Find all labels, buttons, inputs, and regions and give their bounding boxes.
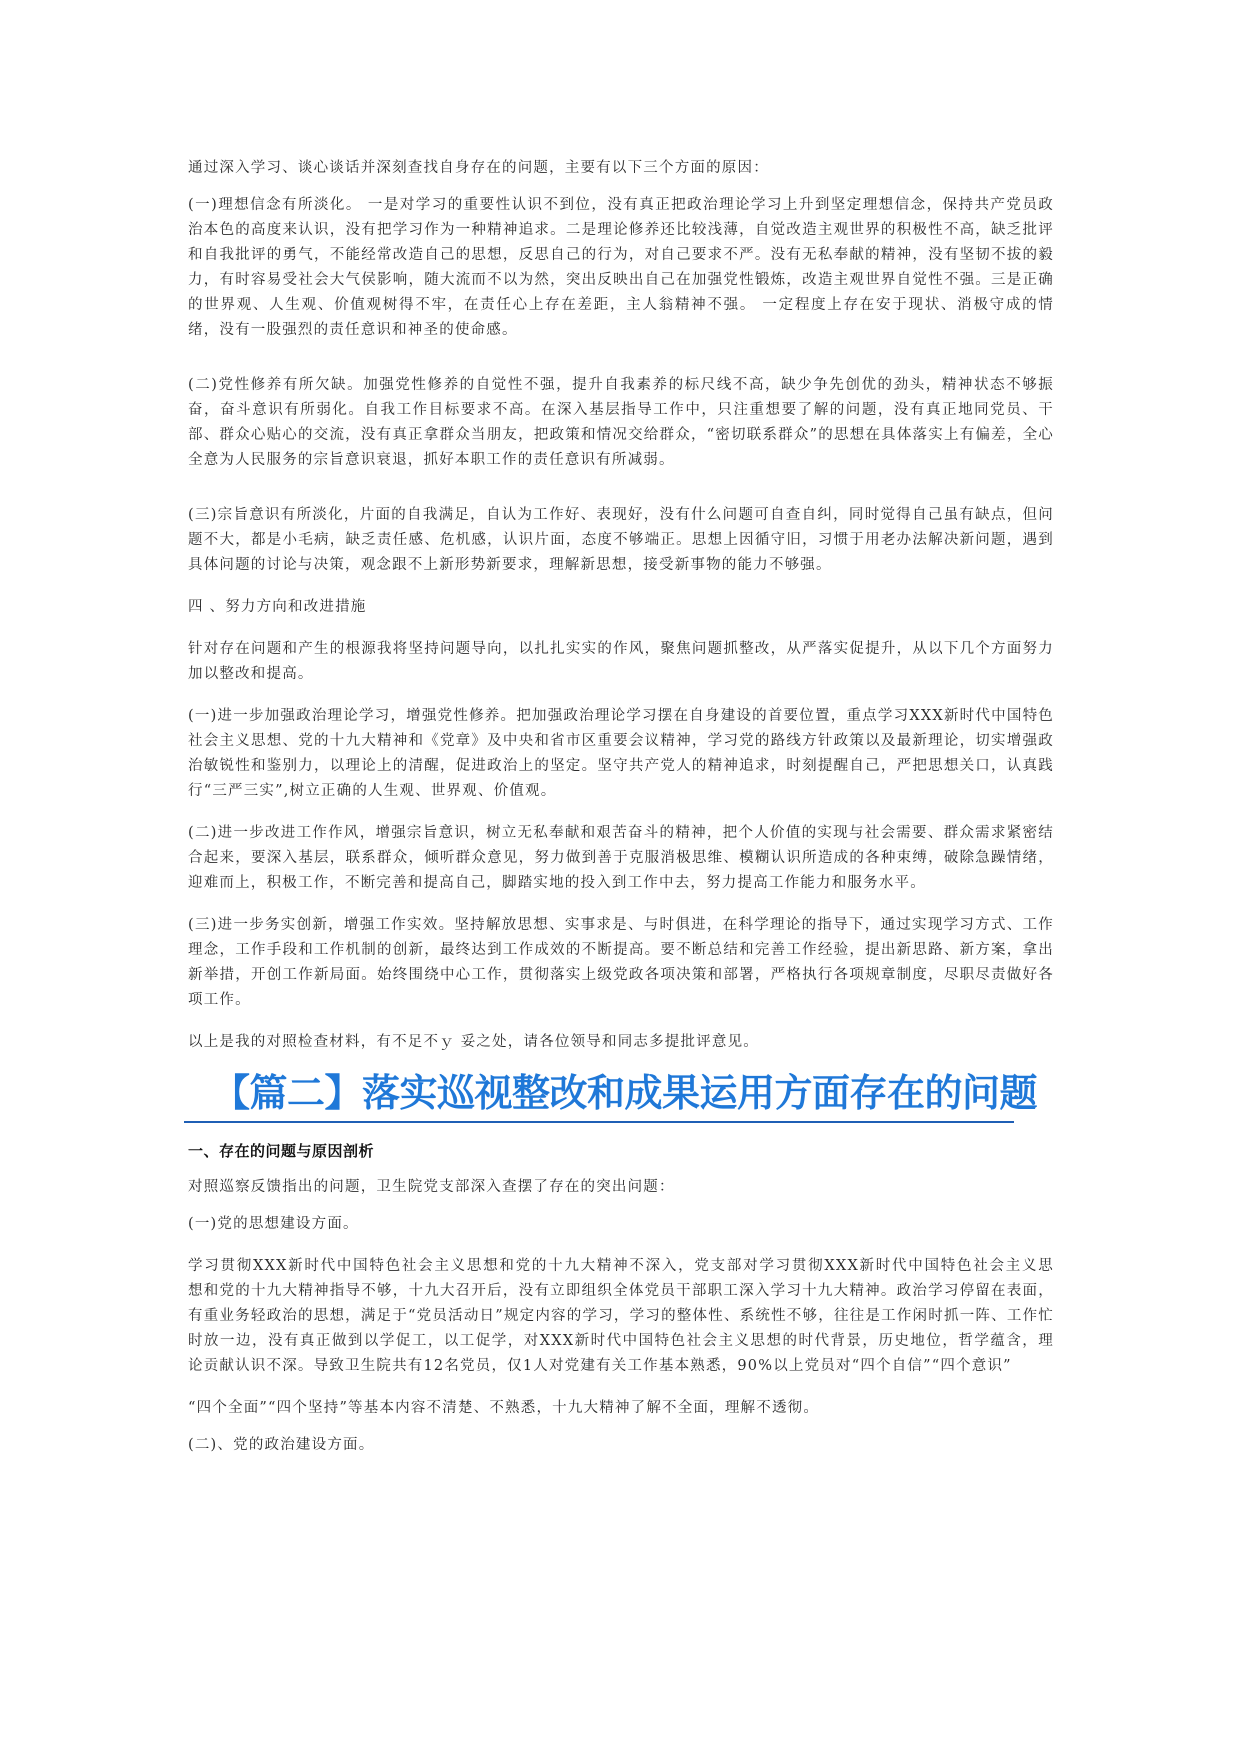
part-2-subheading-2: (二)、党的政治建设方面。 (188, 1437, 375, 1453)
part-2-intro: 对照巡察反馈指出的问题，卫生院党支部深入查摆了存在的突出问题： (188, 1179, 675, 1195)
reason-paragraph-2: (二)党性修养有所欠缺。加强党性修养的自觉性不强，提升自我素养的标尺线不高，缺少争先创优的劲头，精神状态不够振奋，奋斗意识有所弱化。自我工作目标要求不高。在深入基层指导工作中，只注重想要了解的问题，没有真正地同党员、干部、群众心贴心的交流，没有真正拿群众当朋友，把政策和情况交给群众，“密切联系群众”的思想在具体落实上有偏差，全心全意为人民服务的宗旨意识衰退，抓好本职工作的责任意识有所减弱。 (188, 377, 1054, 468)
part-2-paragraph-2: “四个全面”“四个坚持”等基本内容不清楚、不熟悉，十九大精神了解不全面，理解不透彻。 (188, 1400, 820, 1416)
measure-paragraph-2: (二)进一步改进工作作风，增强宗旨意识，树立无私奉献和艰苦奋斗的精神，把个人价值的实现与社会需要、群众需求紧密结合起来，要深入基层，联系群众，倾听群众意见，努力做到善于克服消极思维、模糊认识所造成的各种束缚，破除急躁情绪，迎难而上，积极工作，不断完善和提高自己，脚踏实地的投入到工作中去，努力提高工作能力和服务水平。 (188, 825, 1054, 891)
document-body (188, 156, 1070, 1458)
reason-paragraph-3: (三)宗旨意识有所淡化，片面的自我满足，自认为工作好、表现好，没有什么问题可自查自纠，同时觉得自己虽有缺点，但问题不大，都是小毛病，缺乏责任感、危机感，认识片面，态度不够端正。思想上因循守旧，习惯于用老办法解决新问题，遇到具体问题的讨论与决策，观念跟不上新形势新要求，理解新思想，接受新事物的能力不够强。 (188, 507, 1054, 573)
reason-paragraph-1: (一)理想信念有所淡化。 一是对学习的重要性认识不到位，没有真正把政治理论学习上升到坚定理想信念，保持共产党员政治本色的高度来认识，没有把学习作为一种精神追求。二是理论修养还比较浅薄，自觉改造主观世界的积极性不高，缺乏批评和自我批评的勇气，不能经常改造自己的思想，反思自己的行为，对自己要求不严。没有无私奉献的精神，没有坚韧不拔的毅力，有时容易受社会大气侯影响，随大流而不以为然，突出反映出自己在加强党性锻炼，改造主观世界自觉性不强。三是正确的世界观、人生观、价值观树得不牢，在责任心上存在差距，主人翁精神不强。 一定程度上存在安于现状、消极守成的情绪，没有一股强烈的责任意识和神圣的使命感。 (188, 197, 1054, 338)
measure-paragraph-1: (一)进一步加强政治理论学习，增强党性修养。把加强政治理论学习摆在自身建设的首要位置，重点学习XXX新时代中国特色社会主义思想、党的十九大精神和《党章》及中央和省市区重要会议精神，学习党的路线方针政策以及最新理论，切实增强政治敏锐性和鉴别力，以理论上的清醒，促进政治上的坚定。坚守共产党人的精神追求，时刻提醒自己，严把思想关口，认真践行“三严三实”,树立正确的人生观、世界观、价值观。 (188, 708, 1054, 799)
part-2-heading-container (184, 1067, 1038, 1123)
part-2-heading: 【篇二】落实巡视整改和成果运用方面存在的问题 (212, 1071, 1038, 1115)
part-2-subheading-1: (一)党的思想建设方面。 (188, 1216, 359, 1232)
measure-paragraph-3: (三)进一步务实创新，增强工作实效。坚持解放思想、实事求是、与时俱进，在科学理论的指导下，通过实现学习方式、工作理念，工作手段和工作机制的创新，最终达到工作成效的不断提高。要不断总结和完善工作经验，提出新思路、新方案，拿出新举措，开创工作新局面。始终围绕中心工作，贯彻落实上级党政各项决策和部署，严格执行各项规章制度，尽职尽责做好各项工作。 (188, 917, 1054, 1008)
intro-paragraph: 通过深入学习、谈心谈话并深刻查找自身存在的问题，主要有以下三个方面的原因： (188, 160, 769, 176)
closing-paragraph: 以上是我的对照检查材料，有不足不ｙ 妥之处，请各位领导和同志多提批评意见。 (188, 1034, 760, 1050)
section-4-intro: 针对存在问题和产生的根源我将坚持问题导向，以扎扎实实的作风，聚焦问题抓整改，从严落实促提升，从以下几个方面努力加以整改和提高。 (188, 641, 1054, 682)
part-2-paragraph-1: 学习贯彻XXX新时代中国特色社会主义思想和党的十九大精神不深入，党支部对学习贯彻XXX新时代中国特色社会主义思 想和党的十九大精神指导不够，十九大召开后，没有立即组织全体党员干部职工深入学习十九大精神。政治学习停留在表面，有重业务轻政治的思想，满足于“党员活动日”规定内容的学习，学习的整体性、系统性不够，往往是工作闲时抓一阵、工作忙时放一边，没有真正做到以学促工，以工促学，对XXX新时代中国特色社会主义思想的时代背景，历史地位，哲学蕴含，理论贡献认识不深。导致卫生院共有12名党员，仅1人对党建有关工作基本熟悉，90%以上党员对“四个自信”“四个意识” (188, 1258, 1070, 1374)
part-2-section-1-title: 一、存在的问题与原因剖析 (188, 1142, 375, 1160)
section-4-title: 四 、努力方向和改进措施 (188, 599, 367, 615)
